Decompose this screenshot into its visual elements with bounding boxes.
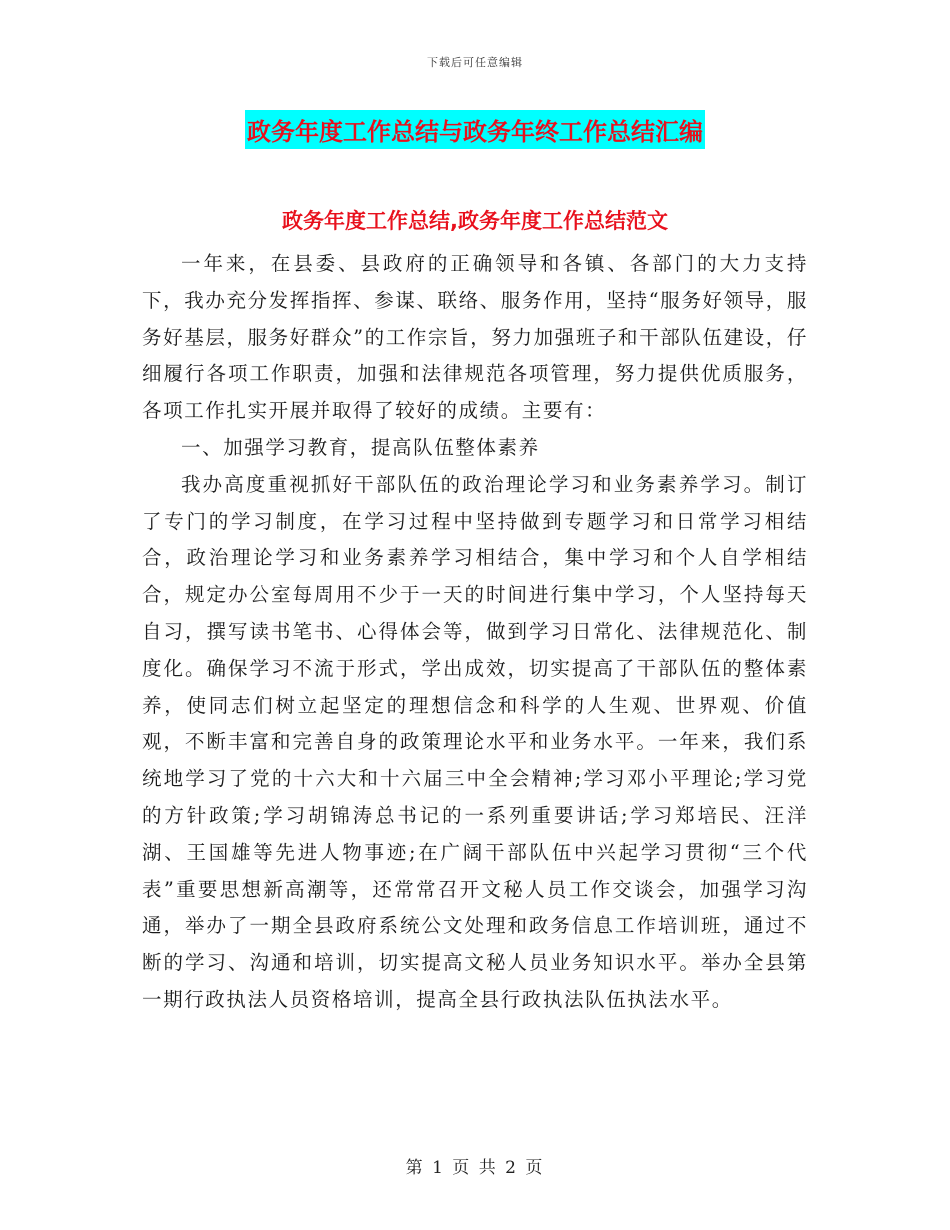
paragraph-study: 我办高度重视抓好干部队伍的政治理论学习和业务素养学习。制订了专门的学习制度，在学习过程中坚持做到专题学习和日常学习相结合，政治理论学习和业务素养学习相结合，集中学习和个人自学相结合，规定办公室每周用不少于一天的时间进行集中学习，个人坚持每天自习，撰写读书笔书、心得体会等，做到学习日常化、法律规范化、制度化。确保学习不流于形式，学出成效，切实提高了干部队伍的整体素养，使同志们树立起坚定的理想信念和科学的人生观、世界观、价值观，不断丰富和完善自身的政策理论水平和业务水平。一年来，我们系统地学习了党的十六大和十六届三中全会精神;学习邓小平理论;学习党的方针政策;学习胡锦涛总书记的一系列重要讲话;学习郑培民、汪洋湖、王国雄等先进人物事迹;在广阔干部队伍中兴起学习贯彻“三个代表”重要思想新高潮等，还常常召开文秘人员工作交谈会，加强学习沟通，举办了一期全县政府系统公文处理和政务信息工作培训班，通过不断的学习、沟通和培训，切实提高文秘人员业务知识水平。举办全县第一期行政执法人员资格培训，提高全县行政执法队伍执法水平。 — [142, 472, 808, 1011]
document-body — [142, 246, 808, 1019]
sub-title: 政务年度工作总结,政务年度工作总结范文 — [282, 209, 668, 233]
paragraph-section-heading: 一、加强学习教育，提高队伍整体素养 — [181, 435, 540, 459]
main-title-container — [0, 110, 950, 149]
page-number: 第 1 页 共 2 页 — [405, 1158, 545, 1178]
main-title: 政务年度工作总结与政务年终工作总结汇编 — [245, 110, 705, 149]
paragraph-intro: 一年来，在县委、县政府的正确领导和各镇、各部门的大力支持下，我办充分发挥指挥、参谋、联络、服务作用，坚持“服务好领导，服务好基层，服务好群众”的工作宗旨，努力加强班子和干部队伍建设，仔细履行各项工作职责，加强和法律规范各项管理，努力提供优质服务，各项工作扎实开展并取得了较好的成绩。主要有： — [142, 252, 808, 423]
header-note: 下载后可任意编辑 — [427, 56, 523, 69]
